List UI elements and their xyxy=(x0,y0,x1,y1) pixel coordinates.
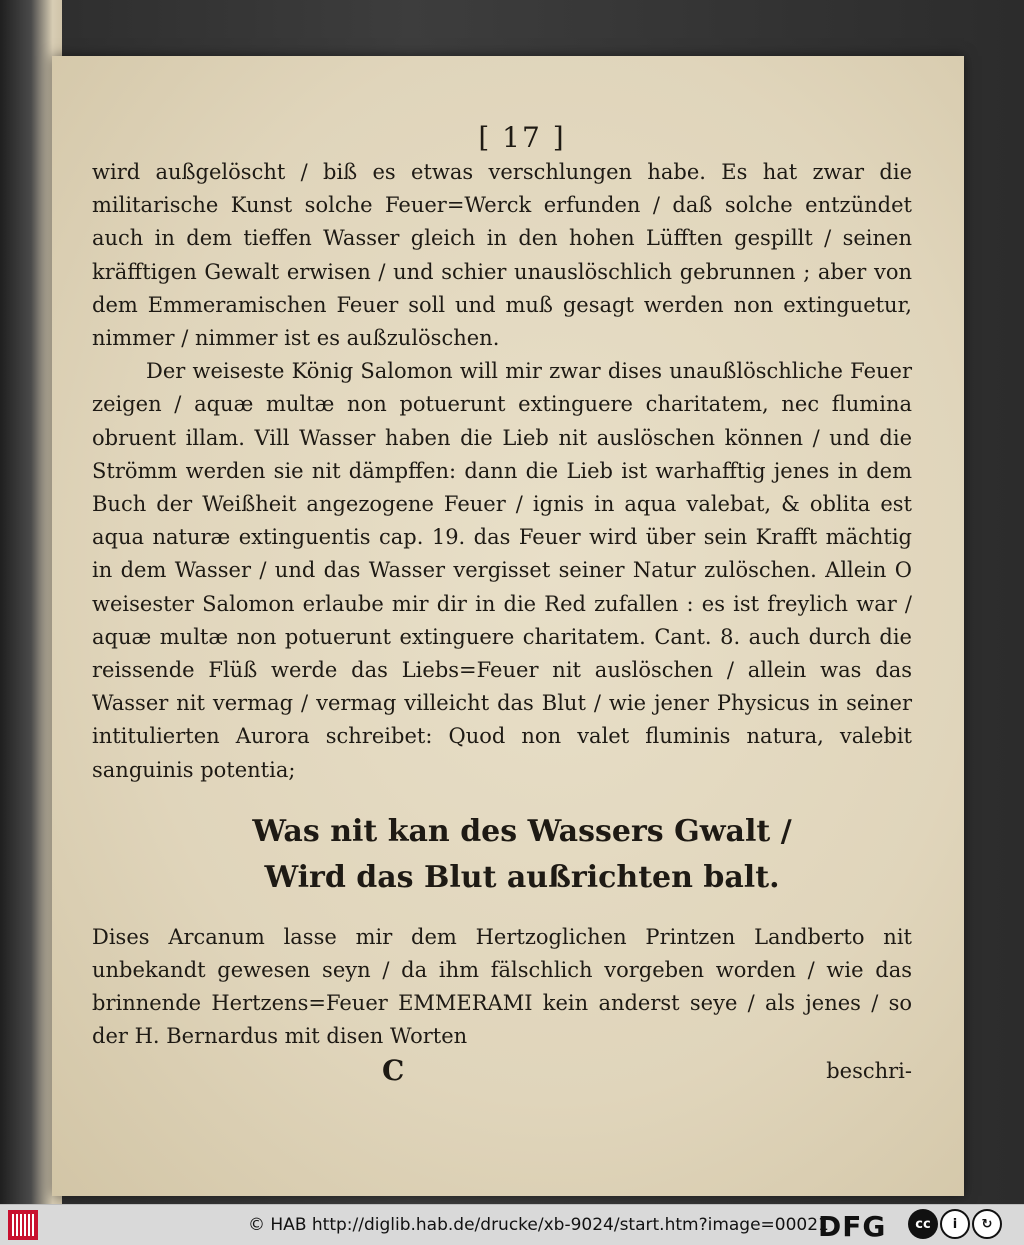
catchword: beschri- xyxy=(826,1058,912,1083)
paragraph-3 xyxy=(92,921,912,1054)
paragraph-1-text: wird außgelöscht / biß es etwas verschlungen habe. Es hat zwar die militarische Kunst solche Feuer=Werck erfunden / daß solche entzündet auch in dem tieffen Wasser gleich in den hohen Lüfften gespillt / seinen kräfftigen Gewalt erwisen / und schier unauslöschlich gebrunnen ; aber von dem Emmeramischen Feuer soll und muß gesagt werden non extinguetur, nimmer / nimmer ist es außzulöschen. xyxy=(92,160,912,351)
verse-heading xyxy=(132,809,912,901)
paragraph-2-text: Der weiseste König Salomon will mir zwar dises unaußlöschliche Feuer zeigen / aquæ multæ non potuerunt extinguere charitatem, nec flumina obruent illam. Vill Wasser haben die Lieb nit auslöschen können / und die Strömm werden sie nit dämpffen: dann die Lieb ist warhafftig jenes in dem Buch der Weißheit angezogene Feuer / ignis in aqua valebat, & oblita est aqua naturæ extinguentis cap. 19. das Feuer wird über sein Krafft mächtig in dem Wasser / und das Wasser vergisset seiner Natur zulöschen. Allein O weisester Salomon erlaube mir dir in die Red zufallen : es ist freylich war / aquæ multæ non potuerunt extinguere charitatem. Cant. 8. auch durch die reissende Flüß werde das Liebs=Feuer nit auslöschen / allein was das Wasser nit vermag / vermag villeicht das Blut / wie jener Physicus in seiner intitulierten Aurora schreibet: Quod non valet fluminis natura, valebit sanguinis potentia; xyxy=(92,359,912,782)
verse-heading-line-1: Was nit kan des Wassers Gwalt / xyxy=(252,813,792,849)
paragraph-2 xyxy=(92,355,912,787)
verse-heading-line-2: Wird das Blut außrichten balt. xyxy=(264,859,780,895)
page-number: [ 17 ] xyxy=(478,121,566,154)
viewer-footer xyxy=(0,1204,1024,1245)
page-content xyxy=(92,120,912,1086)
hab-logo-icon[interactable] xyxy=(8,1210,38,1240)
page-foot-row xyxy=(92,1053,912,1087)
footer-credit-link[interactable]: © HAB http://diglib.hab.de/drucke/xb-9024/start.htm?image=00021 xyxy=(248,1215,829,1235)
signature-mark: C xyxy=(382,1053,405,1087)
book-page xyxy=(52,56,964,1196)
by-icon: i xyxy=(940,1209,970,1239)
cc-icon: cc xyxy=(908,1209,938,1239)
paragraph-1 xyxy=(92,156,912,355)
paragraph-3-text: Dises Arcanum lasse mir dem Hertzoglichen Printzen Landberto nit unbekandt gewesen seyn / da ihm fälschlich vorgeben worden / wie das brinnende Hertzens=Feuer EMMERAMI kein anderst seye / als jenes / so der H. Bernardus mit disen Worten xyxy=(92,924,912,1049)
license-badge[interactable] xyxy=(908,1209,1002,1239)
dfg-logo[interactable]: DFG xyxy=(818,1210,887,1243)
sa-icon: ↻ xyxy=(972,1209,1002,1239)
